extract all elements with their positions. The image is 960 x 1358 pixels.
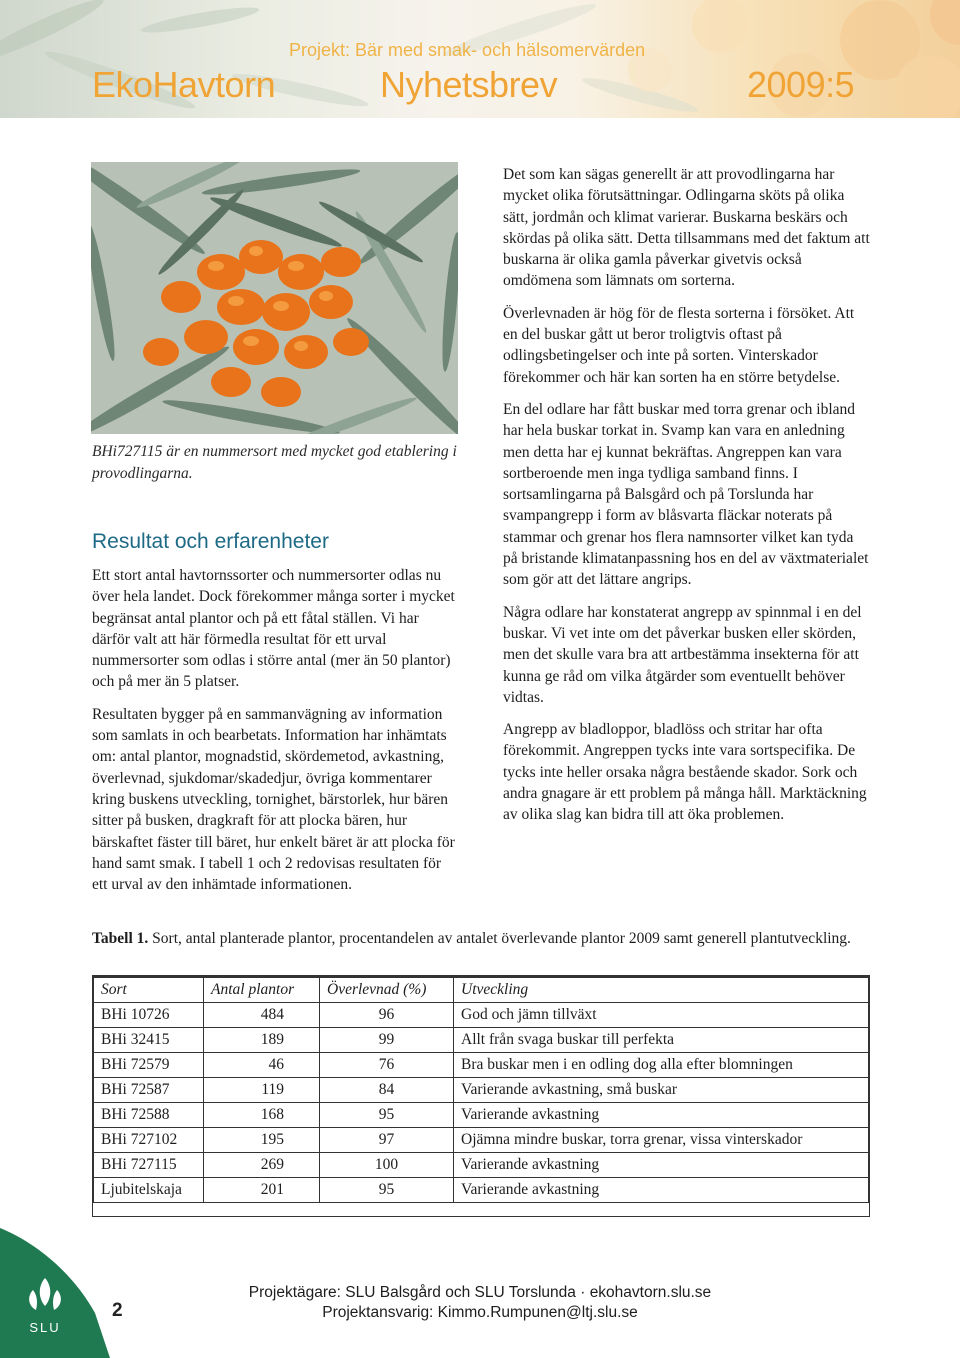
cell-utveckling: Varierande avkastning, små buskar bbox=[454, 1078, 869, 1103]
project-subtitle: Projekt: Bär med smak- och hälsomervärden bbox=[289, 40, 646, 60]
table-row bbox=[94, 1128, 869, 1153]
cell-antal: 201 bbox=[204, 1178, 320, 1203]
cell-overlevnad: 99 bbox=[320, 1028, 454, 1053]
footer-project-contact: Projektansvarig: Kimmo.Rumpunen@ltj.slu.se bbox=[322, 1304, 638, 1321]
table-row bbox=[94, 1053, 869, 1078]
cell-sort: BHi 72588 bbox=[94, 1103, 204, 1128]
cell-antal: 119 bbox=[204, 1078, 320, 1103]
cell-overlevnad: 96 bbox=[320, 1003, 454, 1028]
cell-antal: 195 bbox=[204, 1128, 320, 1153]
cell-utveckling: God och jämn tillväxt bbox=[454, 1003, 869, 1028]
slu-logo-text: SLU bbox=[29, 1320, 61, 1335]
cell-overlevnad: 95 bbox=[320, 1178, 454, 1203]
table-row bbox=[94, 1003, 869, 1028]
cell-antal: 46 bbox=[204, 1053, 320, 1078]
cell-sort: BHi 10726 bbox=[94, 1003, 204, 1028]
cell-sort: BHi 72579 bbox=[94, 1053, 204, 1078]
column-header-antal-plantor: Antal plantor bbox=[204, 978, 320, 1003]
left-paragraph: Resultaten bygger på en sammanvägning av information som samlats in och bearbetats. Information har inhämtats om: antal plantor, mognadstid, skördemetod, avkastning, överlevnad, sjukdomar/skadedjur, övriga kommentarer kring buskens utveckling, tornighet, bärstorlek, hur bären sitter på busken, dragkraft för att plocka bären, hur bärskaftet fäster till bäret, hur enkelt bäret är att plocka för hand samt smak. I tabell 1 och 2 redovisas resultaten för ett urval av den inhämtade informationen. bbox=[92, 705, 455, 894]
column-header-overlevnad: Överlevnad (%) bbox=[320, 978, 454, 1003]
page-number: 2 bbox=[112, 1300, 123, 1321]
cell-utveckling: Varierande avkastning bbox=[454, 1178, 869, 1203]
sea-buckthorn-photo bbox=[91, 162, 458, 434]
results-table-frame bbox=[92, 975, 870, 1217]
cell-antal: 484 bbox=[204, 1003, 320, 1028]
table-label: Tabell 1. bbox=[92, 930, 149, 947]
table-row bbox=[94, 1178, 869, 1203]
table-row bbox=[94, 1103, 869, 1128]
cell-sort: BHi 727115 bbox=[94, 1153, 204, 1178]
right-paragraph: Överlevnaden är hög för de flesta sorterna i försöket. Att en del buskar gått ut beror troligtvis oftast på odlingsbetingelser och inte på sorten. Vinterskador förekommer och här kan sorten ha en större betydelse. bbox=[503, 304, 855, 386]
photo-caption: BHi727115 är en nummersort med mycket god etablering i provodlingarna. bbox=[92, 443, 457, 482]
slu-logo-corner bbox=[0, 1228, 110, 1358]
left-column bbox=[92, 565, 460, 906]
column-header-utveckling: Utveckling bbox=[454, 978, 869, 1003]
cell-utveckling: Varierande avkastning bbox=[454, 1103, 869, 1128]
newsletter-title-ekohavtorn: EkoHavtorn bbox=[92, 64, 276, 105]
table-caption bbox=[92, 928, 862, 950]
table-header-row bbox=[94, 978, 869, 1003]
cell-sort: BHi 72587 bbox=[94, 1078, 204, 1103]
cell-utveckling: Varierande avkastning bbox=[454, 1153, 869, 1178]
cell-antal: 168 bbox=[204, 1103, 320, 1128]
cell-antal: 189 bbox=[204, 1028, 320, 1053]
cell-overlevnad: 95 bbox=[320, 1103, 454, 1128]
cell-sort: BHi 727102 bbox=[94, 1128, 204, 1153]
header-banner bbox=[0, 0, 960, 118]
table-row bbox=[94, 1078, 869, 1103]
cell-antal: 269 bbox=[204, 1153, 320, 1178]
cell-overlevnad: 84 bbox=[320, 1078, 454, 1103]
cell-sort: BHi 32415 bbox=[94, 1028, 204, 1053]
table-row bbox=[94, 1153, 869, 1178]
column-header-sort: Sort bbox=[94, 978, 204, 1003]
newsletter-title-nyhetsbrev: Nyhetsbrev bbox=[380, 64, 558, 105]
cell-overlevnad: 100 bbox=[320, 1153, 454, 1178]
cell-overlevnad: 97 bbox=[320, 1128, 454, 1153]
cell-sort: Ljubitelskaja bbox=[94, 1178, 204, 1203]
cell-overlevnad: 76 bbox=[320, 1053, 454, 1078]
right-paragraph: Några odlare har konstaterat angrepp av spinnmal i en del buskar. Vi vet inte om det påverkar busken eller skörden, men det skulle vara bra att artbestämma insekterna för att kunna ge råd om vilka åtgärder som eventuellt behöver vidtas. bbox=[503, 603, 862, 706]
right-paragraph: Det som kan sägas generellt är att provodlingarna har mycket olika förutsättningar. Odlingarna sköts på olika sätt, jordmån och klimat varierar. Buskarna beskärs och skördas på olika sätt. Detta tillsammans med det faktum att buskarna är olika gamla påverkar givetvis också omdömena som lämnats om sorterna. bbox=[503, 166, 870, 290]
table-caption-text: Sort, antal planterade plantor, procentandelen av antalet överlevande plantor 2009 samt generell plantutveckling. bbox=[148, 930, 851, 947]
section-heading: Resultat och erfarenheter bbox=[92, 530, 329, 553]
left-paragraph: Ett stort antal havtornssorter och nummersorter odlas nu över hela landet. Dock förekommer många sorter i mycket begränsat antal plantor och på ett fåtal ställen. Vi har därför valt att här förmedla resultat för ett urval nummersorter som odlas i större antal (mer än 50 plantor) och på mer än 5 platser. bbox=[92, 567, 455, 691]
berries-illustration bbox=[91, 162, 458, 434]
right-paragraph: En del odlare har fått buskar med torra grenar och ibland har hela buskar torkat in. Svamp kan vara en anledning men detta har ej kunnat bekräftas. Angreppen kan vara sortberoende men inga tydliga samband finns. I sortsamlingarna på Balsgård och på Torslunda har svampangrepp i form av blåsvarta fläckar noterats på stammar och grenar hos flera namnsorter vilket kan tyda på bristande klimatanpassning hos en del av växtmaterialet som gör att det lättare angrips. bbox=[503, 400, 869, 589]
cell-utveckling: Bra buskar men i en odling dog alla efter blomningen bbox=[454, 1053, 869, 1078]
footer-project-owner: Projektägare: SLU Balsgård och SLU Torslunda · ekohavtorn.slu.se bbox=[248, 1284, 712, 1301]
results-table bbox=[93, 977, 869, 1203]
cell-utveckling: Ojämna mindre buskar, torra grenar, vissa vinterskador bbox=[454, 1128, 869, 1153]
newsletter-issue-number: 2009:5 bbox=[747, 64, 855, 105]
table-row bbox=[94, 1028, 869, 1053]
right-paragraph: Angrepp av bladloppor, bladlöss och stritar har ofta förekommit. Angreppen tycks inte vara sortspecifika. De tycks inte heller orsaka några bestående skador. Sork och andra gnagare är ett problem på många håll. Marktäckning av olika slag kan bidra till att öka problemen. bbox=[503, 721, 867, 824]
cell-utveckling: Allt från svaga buskar till perfekta bbox=[454, 1028, 869, 1053]
right-column bbox=[503, 164, 871, 837]
